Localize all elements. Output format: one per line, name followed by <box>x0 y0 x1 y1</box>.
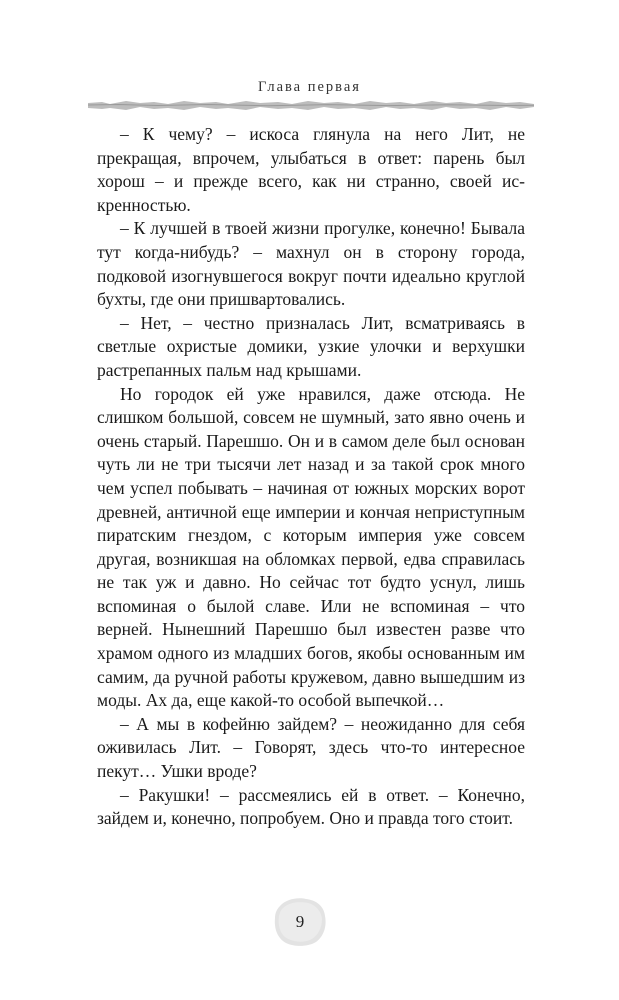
paragraph: – А мы в кофейню зайдем? – неожиданно для себя оживилась Лит. – Говорят, здесь что-то интересное пекут… Ушки вроде? <box>97 713 525 782</box>
page-number: 9 <box>295 912 305 931</box>
chapter-header <box>0 78 619 96</box>
paragraph: Но городок ей уже нравился, даже отсюда. Не слишком большой, совсем не шумный, зато явно очень и очень старый. Парешшо. Он и в самом деле был основан чуть ли не три тысячи лет назад и за такой срок много чем успел побывать – начиная от южных морских ворот древней, античной еще империи и кончая неприступным пиратским гнездом, с которым империя уже совсем другая, возникшая на обломках первой, едва справилась не так уж и давно. Но сейчас тот будто уснул, лишь вспоминая о былой славе. Или не вспоминая – что верней. Нынешний Парешшо был известен разве что храмом одного из младших богов, якобы основанным им самим, да ручной работы кружевом, давно вышедшим из моды. Ах да, еще какой-то особой выпечкой… <box>97 383 525 711</box>
body-text <box>97 123 525 831</box>
paragraph: – Ракушки! – рассмеялись ей в ответ. – Конечно, зайдем и, конечно, попробуем. Оно и правда того стоит. <box>97 784 525 829</box>
paragraph: – К чему? – искоса глянула на него Лит, не прекращая, впрочем, улыбаться в ответ: парень был хорош – и прежде всего, как ни странно, своей искренностью. <box>97 124 525 215</box>
paragraph: – К лучшей в твоей жизни прогулке, конечно! Бывала тут когда-нибудь? – махнул он в сторону города, подковой изогнувшегося вокруг почти идеально круглой бухты, где они пришвартовались. <box>97 218 525 310</box>
torn-paper-divider <box>88 96 534 114</box>
paragraph: – Нет, – честно призналась Лит, всматриваясь в светлые охристые домики, узкие улочки и верхушки растрепанных пальм над крышами. <box>97 312 525 380</box>
chapter-title: Глава первая <box>258 79 361 95</box>
